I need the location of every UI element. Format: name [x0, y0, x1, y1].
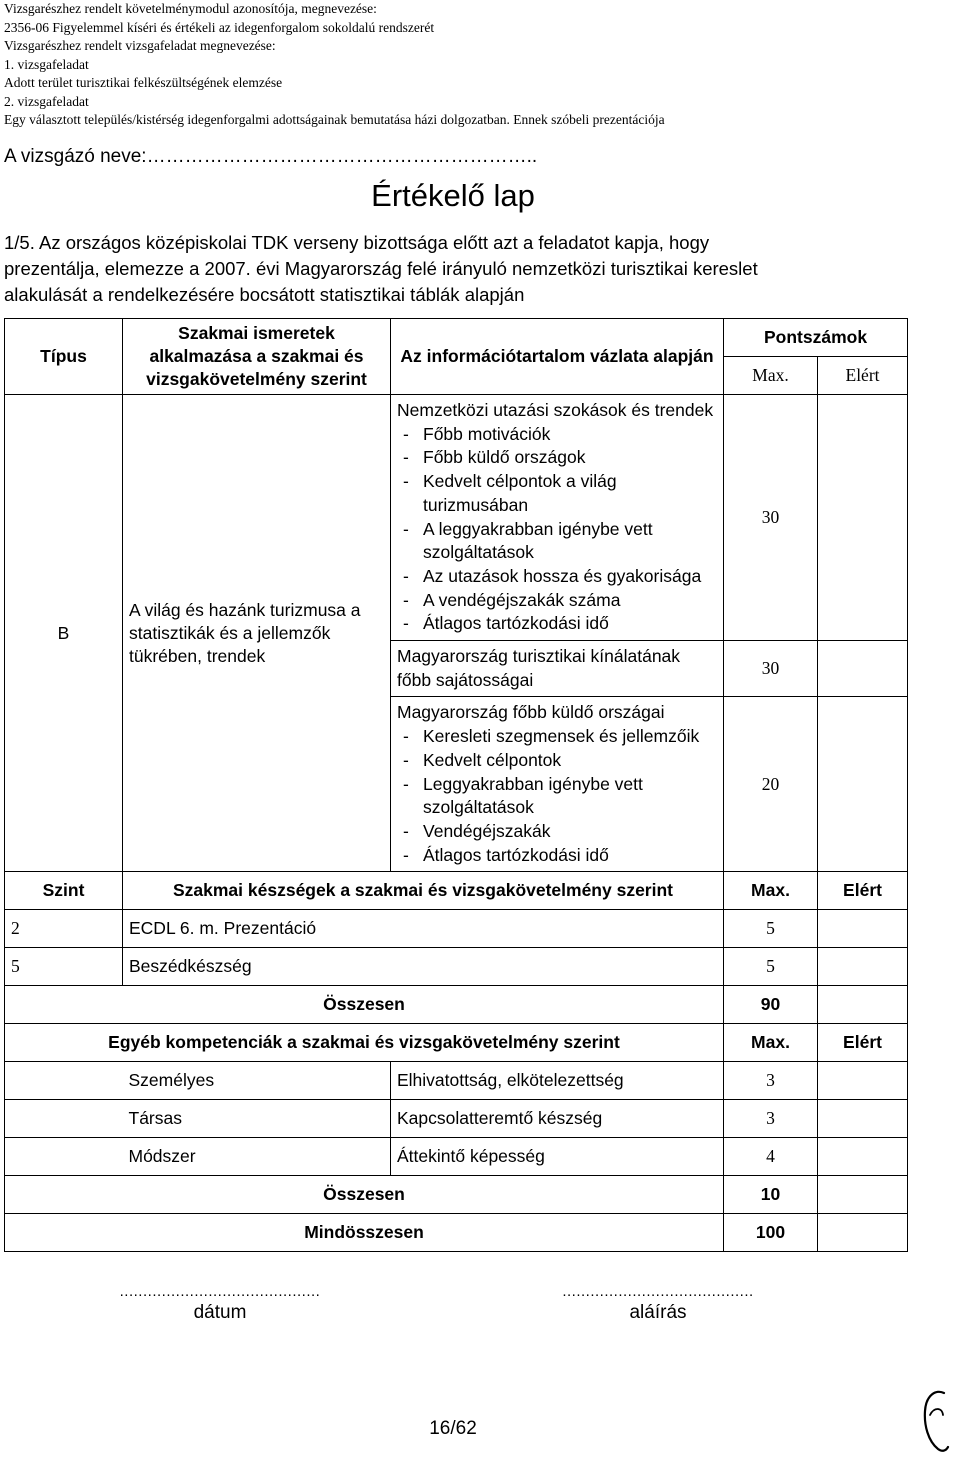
document-header — [4, 0, 944, 130]
other-total-achieved[interactable] — [818, 1176, 908, 1214]
group-title: Magyarország főbb küldő országai — [397, 702, 665, 723]
competency-name: Kapcsolatteremtő készség — [391, 1100, 724, 1138]
competency-achieved[interactable] — [818, 1100, 908, 1138]
max-score-group-2: 30 — [724, 641, 818, 697]
skills-header-title: Szakmai készségek a szakmai és vizsgakövetelmény szerint — [123, 872, 724, 910]
page-title: Értékelő lap — [371, 178, 535, 213]
list-item: - Átlagos tartózkodási idő — [397, 844, 717, 868]
max-score-group-3: 20 — [724, 697, 818, 872]
szakmai-value: A világ és hazánk turizmusa a statisztikák és a jellemzők tükrében, trendek — [123, 395, 391, 872]
examinee-name-line: A vizsgázó neve:…………………………………………………….. — [4, 146, 538, 167]
info-group-2 — [391, 641, 724, 697]
other-total-max: 10 — [724, 1176, 818, 1214]
skills-total-label: Összesen — [5, 986, 724, 1024]
competency-achieved[interactable] — [818, 1062, 908, 1100]
col-header-info: Az információtartalom vázlata alapján — [391, 319, 724, 395]
info-group-1 — [391, 395, 724, 641]
date-dotted-line: ........................................... — [119, 1283, 321, 1300]
skill-achieved[interactable] — [818, 910, 908, 948]
group-title: Nemzetközi utazási szokások és trendek — [397, 400, 714, 420]
task-line: prezentálja, elemezze a 2007. évi Magyarország felé irányuló nemzetközi turisztikai kereslet — [4, 258, 758, 279]
skill-name: Beszédkészség — [123, 948, 724, 986]
header-line: 2356-06 Figyelemmel kíséri és értékeli az idegenforgalom sokoldalú rendszerét — [4, 19, 435, 35]
task-line: 1/5. Az országos középiskolai TDK verseny bizottsága előtt azt a feladatot kapja, hogy — [4, 232, 710, 253]
col-header-szakmai: Szakmai ismeretek alkalmazása a szakmai és vizsgakövetelmény szerint — [123, 319, 391, 395]
skill-achieved[interactable] — [818, 948, 908, 986]
max-score-group-1: 30 — [724, 395, 818, 641]
achieved-score-group-3[interactable] — [818, 697, 908, 872]
sign-dotted-line: ......................................... — [562, 1283, 754, 1300]
header-line: Egy választott település/kistérség idegenforgalmi adottságainak bemutatása házi dolgozatban. Ennek szóbeli prezentációja — [4, 112, 665, 127]
date-label: dátum — [193, 1302, 247, 1323]
competency-achieved[interactable] — [818, 1138, 908, 1176]
header-line: Adott terület turisztikai felkészültségének elemzése — [4, 75, 283, 90]
list-item: - Főbb motivációk — [397, 423, 717, 447]
col-header-pontszamok: Pontszámok — [724, 319, 908, 357]
header-line: Vizsgarészhez rendelt követelménymodul azonosítója, megnevezése: — [4, 1, 377, 16]
achieved-score-group-1[interactable] — [818, 395, 908, 641]
list-item: - A leggyakrabban igénybe vett szolgáltatások — [397, 518, 717, 565]
skill-level: 5 — [5, 948, 123, 986]
other-total-label: Összesen — [5, 1176, 724, 1214]
competency-max: 4 — [724, 1138, 818, 1176]
date-signature-block — [82, 1283, 358, 1324]
list-item: - Leggyakrabban igénybe vett szolgáltatások — [397, 773, 717, 820]
competency-max: 3 — [724, 1062, 818, 1100]
competency-name: Áttekintő képesség — [391, 1138, 724, 1176]
grand-total-label: Mindösszesen — [5, 1214, 724, 1252]
competency-name: Elhivatottság, elkötelezettség — [391, 1062, 724, 1100]
list-item: - Átlagos tartózkodási idő — [397, 612, 717, 636]
skills-header-szint: Szint — [5, 872, 123, 910]
handwritten-initial-mark — [918, 1385, 954, 1455]
list-item: - Főbb küldő országok — [397, 446, 717, 470]
competency-category: Módszer — [123, 1138, 391, 1176]
grand-total-achieved[interactable] — [818, 1214, 908, 1252]
header-line: 2. vizsgafeladat — [4, 93, 89, 109]
group-title: Magyarország turisztikai kínálatának főbb sajátosságai — [397, 646, 681, 690]
info-group-3 — [391, 697, 724, 872]
list-item: - Az utazások hossza és gyakorisága — [397, 565, 717, 589]
other-header-elert: Elért — [818, 1024, 908, 1062]
task-description — [4, 230, 906, 308]
list-item: - Kedvelt célpontok a világ turizmusában — [397, 470, 717, 517]
type-value: B — [5, 395, 123, 872]
header-line: Vizsgarészhez rendelt vizsgafeladat megnevezése: — [4, 38, 276, 53]
list-item: - Kedvelt célpontok — [397, 749, 717, 773]
task-line: alakulását a rendelkezésére bocsátott statisztikai táblák alapján — [4, 284, 525, 305]
list-item: - A vendégéjszakák száma — [397, 589, 717, 613]
skill-name: ECDL 6. m. Prezentáció — [123, 910, 724, 948]
list-item: - Keresleti szegmensek és jellemzőik — [397, 725, 717, 749]
skill-max: 5 — [724, 948, 818, 986]
competency-max: 3 — [724, 1100, 818, 1138]
col-header-max: Max. — [724, 357, 818, 395]
list-item: - Vendégéjszakák — [397, 820, 717, 844]
skills-header-elert: Elért — [818, 872, 908, 910]
skills-total-achieved[interactable] — [818, 986, 908, 1024]
evaluation-table — [4, 318, 908, 1252]
competency-category: Személyes — [123, 1062, 391, 1100]
other-header-max: Max. — [724, 1024, 818, 1062]
grand-total-max: 100 — [724, 1214, 818, 1252]
page-number: 16/62 — [429, 1418, 477, 1439]
col-header-tipus: Típus — [5, 319, 123, 395]
sign-signature-block — [520, 1283, 796, 1324]
sign-label: aláírás — [629, 1302, 687, 1323]
other-header-title: Egyéb kompetenciák a szakmai és vizsgakövetelmény szerint — [5, 1024, 724, 1062]
skill-max: 5 — [724, 910, 818, 948]
skills-header-max: Max. — [724, 872, 818, 910]
skill-level: 2 — [5, 910, 123, 948]
header-line: 1. vizsgafeladat — [4, 56, 89, 72]
competency-category: Társas — [123, 1100, 391, 1138]
achieved-score-group-2[interactable] — [818, 641, 908, 697]
col-header-elert: Elért — [818, 357, 908, 395]
skills-total-max: 90 — [724, 986, 818, 1024]
